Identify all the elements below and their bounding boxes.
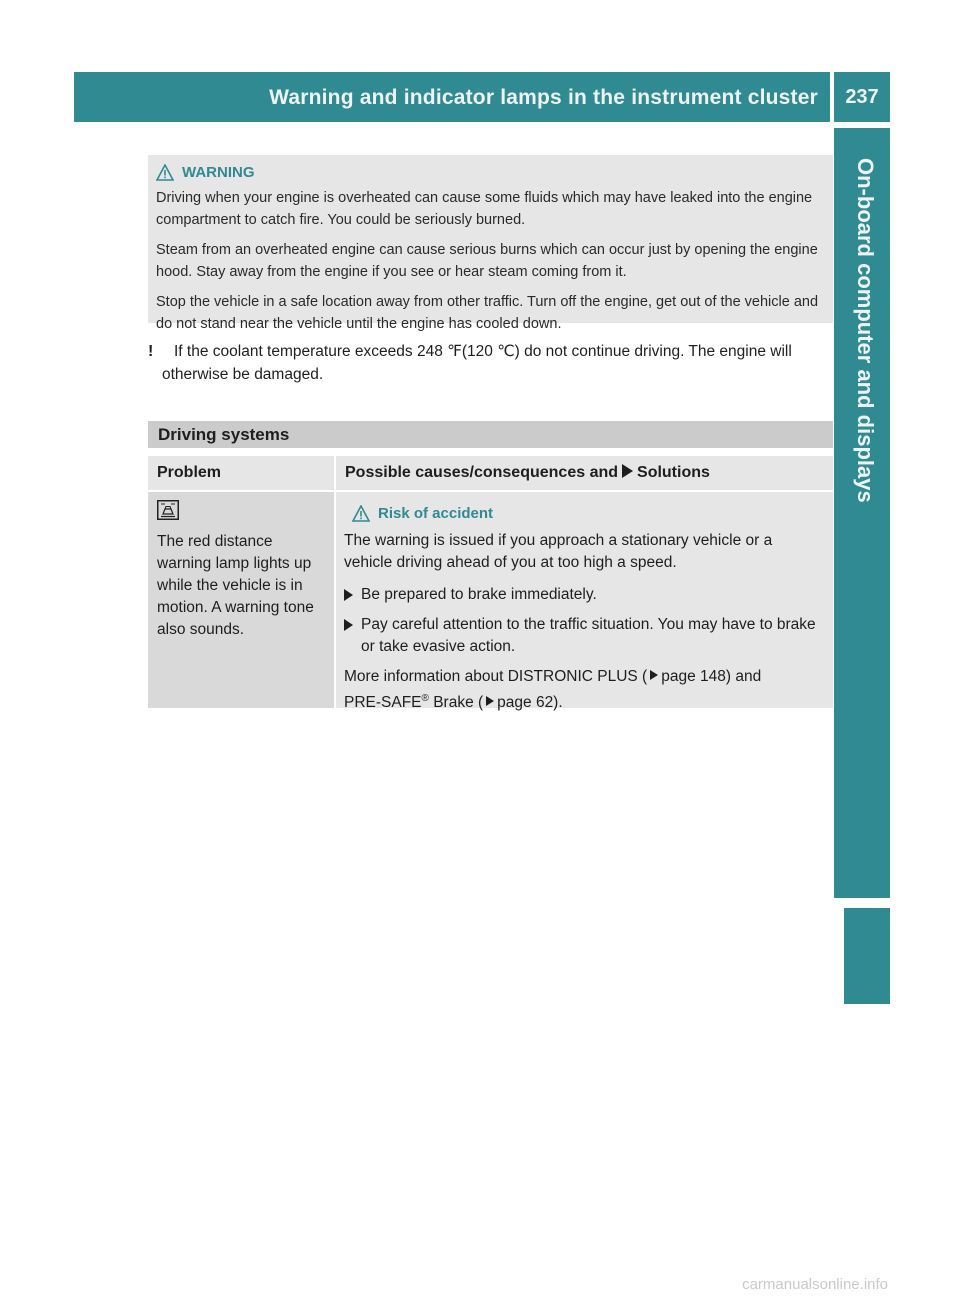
warning-box <box>148 155 833 332</box>
warning-header <box>156 161 825 183</box>
problem-text: The red distance warning lamp lights up while the vehicle is in motion. A warning tone also sounds. <box>157 533 314 638</box>
warning-paragraph: Stop the vehicle in a safe location away from other traffic. Turn off the engine, get out of the vehicle and do not stand near the vehicle until the engine has cooled down. <box>156 294 819 332</box>
page-number-box <box>834 72 890 122</box>
arrow-right-icon <box>622 464 633 478</box>
list-item <box>344 584 823 606</box>
warning-triangle-icon <box>352 505 370 522</box>
page-number: 237 <box>845 86 879 108</box>
solutions-cell <box>336 492 833 712</box>
column-header-solutions-suffix: Solutions <box>637 464 710 481</box>
watermark: carmanualsonline.info <box>742 1276 888 1293</box>
side-chapter-title: On-board computer and displays <box>853 158 878 503</box>
coolant-note <box>148 340 838 386</box>
registered-mark: ® <box>421 693 429 704</box>
more-info <box>344 666 823 714</box>
page-ref-icon <box>486 696 494 706</box>
section-title: Driving systems <box>158 425 290 444</box>
problem-cell <box>148 492 334 708</box>
page-ref-link[interactable]: page 62). <box>497 694 563 712</box>
page-ref-icon <box>650 670 658 680</box>
column-header-solutions-prefix: Possible causes/consequences and <box>345 464 619 481</box>
risk-header <box>352 502 823 524</box>
step-text: Be prepared to brake immediately. <box>361 586 597 603</box>
header-bar <box>74 72 830 122</box>
page-title: Warning and indicator lamps in the instrument cluster <box>269 86 818 109</box>
risk-title: Risk of accident <box>378 504 494 522</box>
more-info-text: Brake ( <box>428 694 484 712</box>
table-row <box>148 492 833 712</box>
step-arrow-icon <box>344 619 353 631</box>
warning-title: WARNING <box>182 163 255 181</box>
more-info-text: More information about DISTRONIC PLUS ( <box>344 668 648 685</box>
table-header <box>148 456 833 490</box>
page-ref-link[interactable]: page 148) and <box>661 668 762 685</box>
warning-paragraph: Driving when your engine is overheated can cause some fluids which may have leaked into the engine compartment to catch fire. You could be seriously burned. <box>156 190 813 228</box>
warning-paragraph: Steam from an overheated engine can cause serious burns which can occur just by opening the engine hood. Stay away from the engine if you see or hear steam coming from it. <box>156 242 818 280</box>
section-header <box>148 421 833 448</box>
note-text: If the coolant temperature exceeds 248 ℉(120 ℃) do not continue driving. The engine will otherwise be damaged. <box>162 343 792 383</box>
list-item <box>344 614 823 658</box>
chapter-marker <box>844 908 890 1004</box>
step-arrow-icon <box>344 589 353 601</box>
column-header-solutions <box>336 456 833 490</box>
column-header-problem: Problem <box>148 456 334 490</box>
solution-description: The warning is issued if you approach a stationary vehicle or a vehicle driving ahead of you at too high a speed. <box>344 532 773 571</box>
distance-warning-lamp-icon <box>157 500 179 520</box>
warning-triangle-icon <box>156 164 174 181</box>
more-info-text: PRE-SAFE <box>344 694 422 712</box>
note-exclamation-icon: ! <box>148 343 154 360</box>
step-text: Pay careful attention to the traffic situation. You may have to brake or take evasive action. <box>361 616 816 655</box>
